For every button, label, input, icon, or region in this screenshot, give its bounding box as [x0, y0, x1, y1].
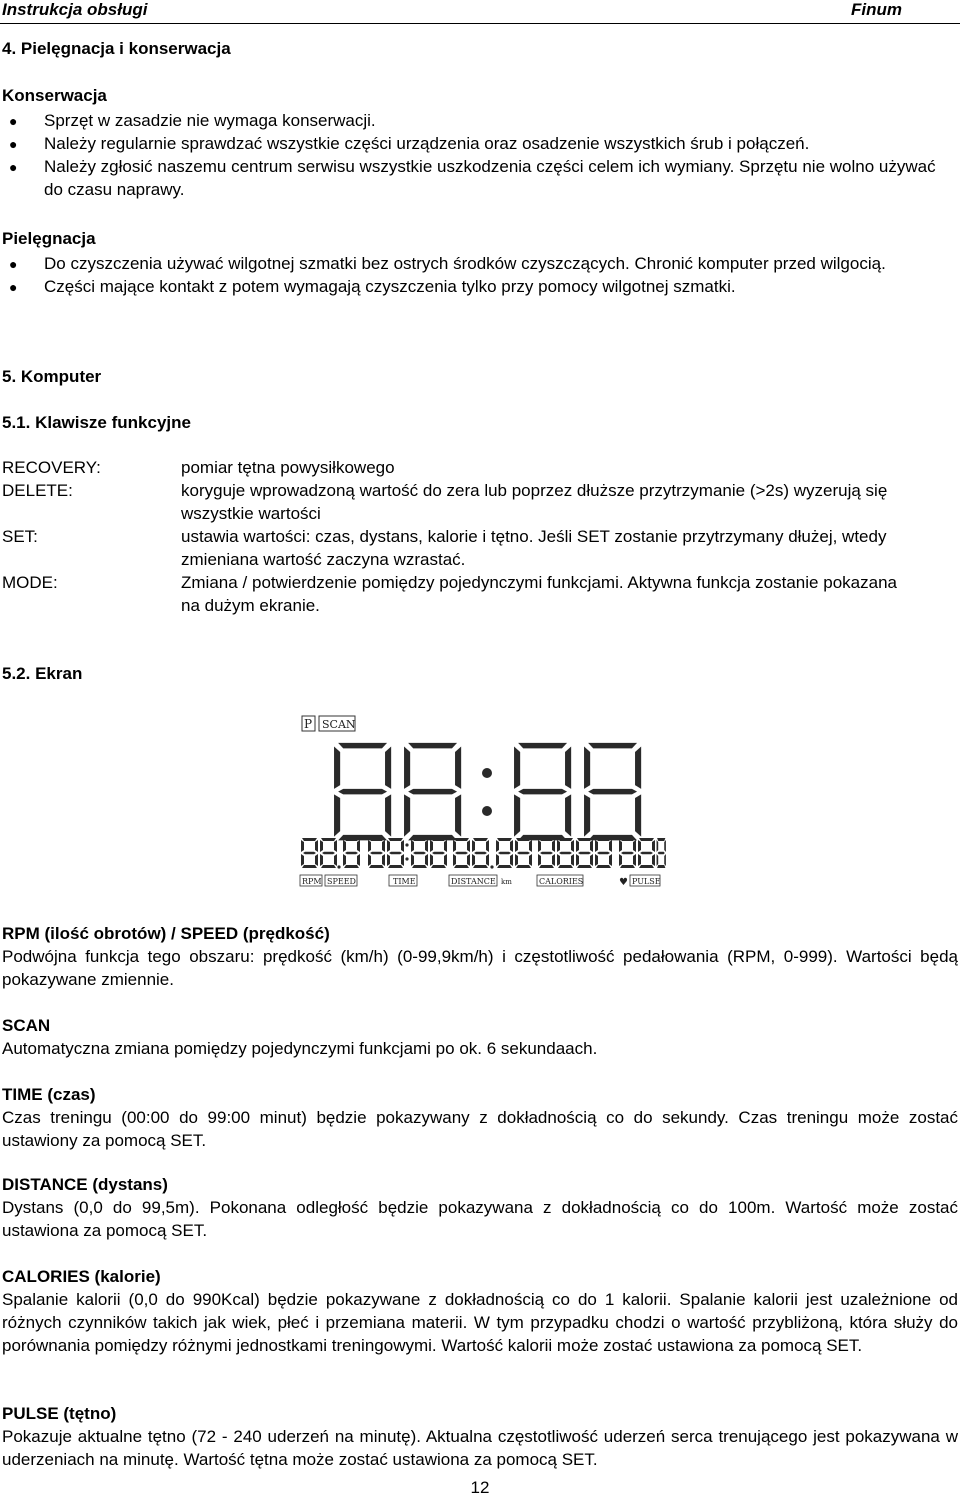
header-manual-title: Instrukcja obsługi	[2, 0, 148, 19]
pulse-label: PULSE	[632, 877, 661, 886]
desc-scan	[2, 1014, 958, 1060]
key-row-mode	[2, 571, 902, 617]
desc-rpm-speed	[2, 922, 958, 991]
scan-label: SCAN	[322, 718, 356, 731]
page-header	[0, 0, 960, 22]
bullet-icon: ●	[9, 279, 18, 295]
desc-text: Spalanie kalorii (0,0 do 990Kcal) będzie pokazywane z dokładnością co do 1 kalorii. Spalanie kalorii jest uzależnione od różnych czynników takich jak wiek, płeć i przemiana materii. W tym przypadku chodzi o wartość przybliżoną, która służy do porównania pomiędzy różnymi jednostkami treningowymi. Wartość kalorii może zostać ustawiona za pomocą SET.	[2, 1290, 958, 1355]
desc-calories	[2, 1265, 958, 1357]
desc-heading: CALORIES (kalorie)	[2, 1267, 161, 1286]
list-item: ● Do czyszczenia używać wilgotnej szmatki bez ostrych środków czyszczących. Chronić komputer przed wilgocią.	[2, 252, 958, 275]
function-keys-table	[2, 456, 902, 617]
list-item: ● Sprzęt w zasadzie nie wymaga konserwacji.	[2, 109, 958, 132]
lcd-display-image	[297, 713, 667, 889]
desc-heading: SCAN	[2, 1016, 51, 1035]
list-item: ● Należy regularnie sprawdzać wszystkie części urządzenia oraz osadzenie wszystkich śrub i połączeń.	[2, 132, 958, 155]
desc-heading: DISTANCE (dystans)	[2, 1175, 168, 1194]
heart-icon: ♥	[619, 877, 628, 888]
speed-label: SPEED	[327, 877, 356, 886]
key-name: MODE:	[2, 573, 58, 592]
desc-time	[2, 1083, 958, 1152]
bullet-icon: ●	[9, 113, 18, 129]
desc-heading: PULSE (tętno)	[2, 1404, 117, 1423]
p-label: P	[304, 717, 313, 731]
key-row-set	[2, 525, 902, 571]
key-row-delete	[2, 479, 902, 525]
section-5-2-title: 5.2. Ekran	[2, 664, 83, 683]
desc-text: Czas treningu (00:00 do 99:00 minut) będzie pokazywany z dokładnością co do sekundy. Czas treningu może zostać ustawiony za pomocą SET.	[2, 1108, 958, 1150]
konserwacja-heading: Konserwacja	[2, 86, 107, 105]
desc-text: Dystans (0,0 do 99,5m). Pokonana odległość będzie pokazywana z dokładnością co do 100m. Wartość może zostać ustawiona za pomocą SET.	[2, 1198, 958, 1240]
bullet-icon: ●	[9, 159, 18, 175]
desc-text: Pokazuje aktualne tętno (72 - 240 uderzeń na minutę). Aktualna częstotliwość uderzeń serca trenującego jest pokazywana w uderzeniach na minutę. Wartość tętna może zostać ustawiona za pomocą SET.	[2, 1427, 958, 1469]
bullet-icon: ●	[9, 256, 18, 272]
desc-heading: RPM (ilość obrotów) / SPEED (prędkość)	[2, 924, 330, 943]
key-description: koryguje wprowadzoną wartość do zera lub poprzez dłuższe przytrzymanie (>2s) wyzerują się wszystkie wartości	[181, 481, 888, 523]
section-5-1-title: 5.1. Klawisze funkcyjne	[2, 413, 191, 432]
key-description: ustawia wartości: czas, dystans, kalorie i tętno. Jeśli SET zostanie przytrzymany dłużej, wtedy zmieniana wartość zaczyna wzrastać.	[181, 527, 887, 569]
desc-heading: TIME (czas)	[2, 1085, 96, 1104]
key-description: Zmiana / potwierdzenie pomiędzy pojedynczymi funkcjami. Aktywna funkcja zostanie pokazana na dużym ekranie.	[181, 573, 897, 615]
header-product-name: Finum	[851, 0, 902, 19]
list-item: ● Części mające kontakt z potem wymagają czyszczenia tylko przy pomocy wilgotnej szmatki.	[2, 275, 958, 298]
header-divider	[0, 23, 960, 24]
key-row-recovery	[2, 456, 902, 479]
pielegnacja-list	[2, 252, 958, 298]
time-label: TIME	[393, 877, 416, 886]
desc-pulse	[2, 1402, 958, 1471]
key-name: RECOVERY:	[2, 458, 101, 477]
konserwacja-list	[2, 109, 958, 201]
pielegnacja-heading: Pielęgnacja	[2, 229, 96, 248]
list-item: ● Należy zgłosić naszemu centrum serwisu wszystkie uszkodzenia części celem ich wymiany. Sprzętu nie wolno używać do czasu naprawy.	[9, 157, 936, 199]
key-name: DELETE:	[2, 481, 73, 500]
bullet-icon: ●	[9, 136, 18, 152]
desc-distance	[2, 1173, 958, 1242]
desc-text: Automatyczna zmiana pomiędzy pojedynczymi funkcjami po ok. 6 sekundaach.	[2, 1039, 598, 1058]
desc-text: Podwójna funkcja tego obszaru: prędkość (km/h) (0-99,9km/h) i częstotliwość pedałowania (RPM, 0-999). Wartości będą pokazywane zmiennie.	[2, 947, 958, 989]
page-number: 12	[470, 1478, 490, 1497]
section-4-title: 4. Pielęgnacja i konserwacja	[2, 39, 231, 58]
section-5-title: 5. Komputer	[2, 367, 102, 386]
unit-label: km	[501, 878, 512, 886]
key-name: SET:	[2, 527, 38, 546]
calories-label: CALORIES	[539, 877, 584, 886]
rpm-label: RPM	[302, 877, 322, 886]
distance-label: DISTANCE	[451, 877, 496, 886]
key-description: pomiar tętna powysiłkowego	[181, 458, 395, 477]
